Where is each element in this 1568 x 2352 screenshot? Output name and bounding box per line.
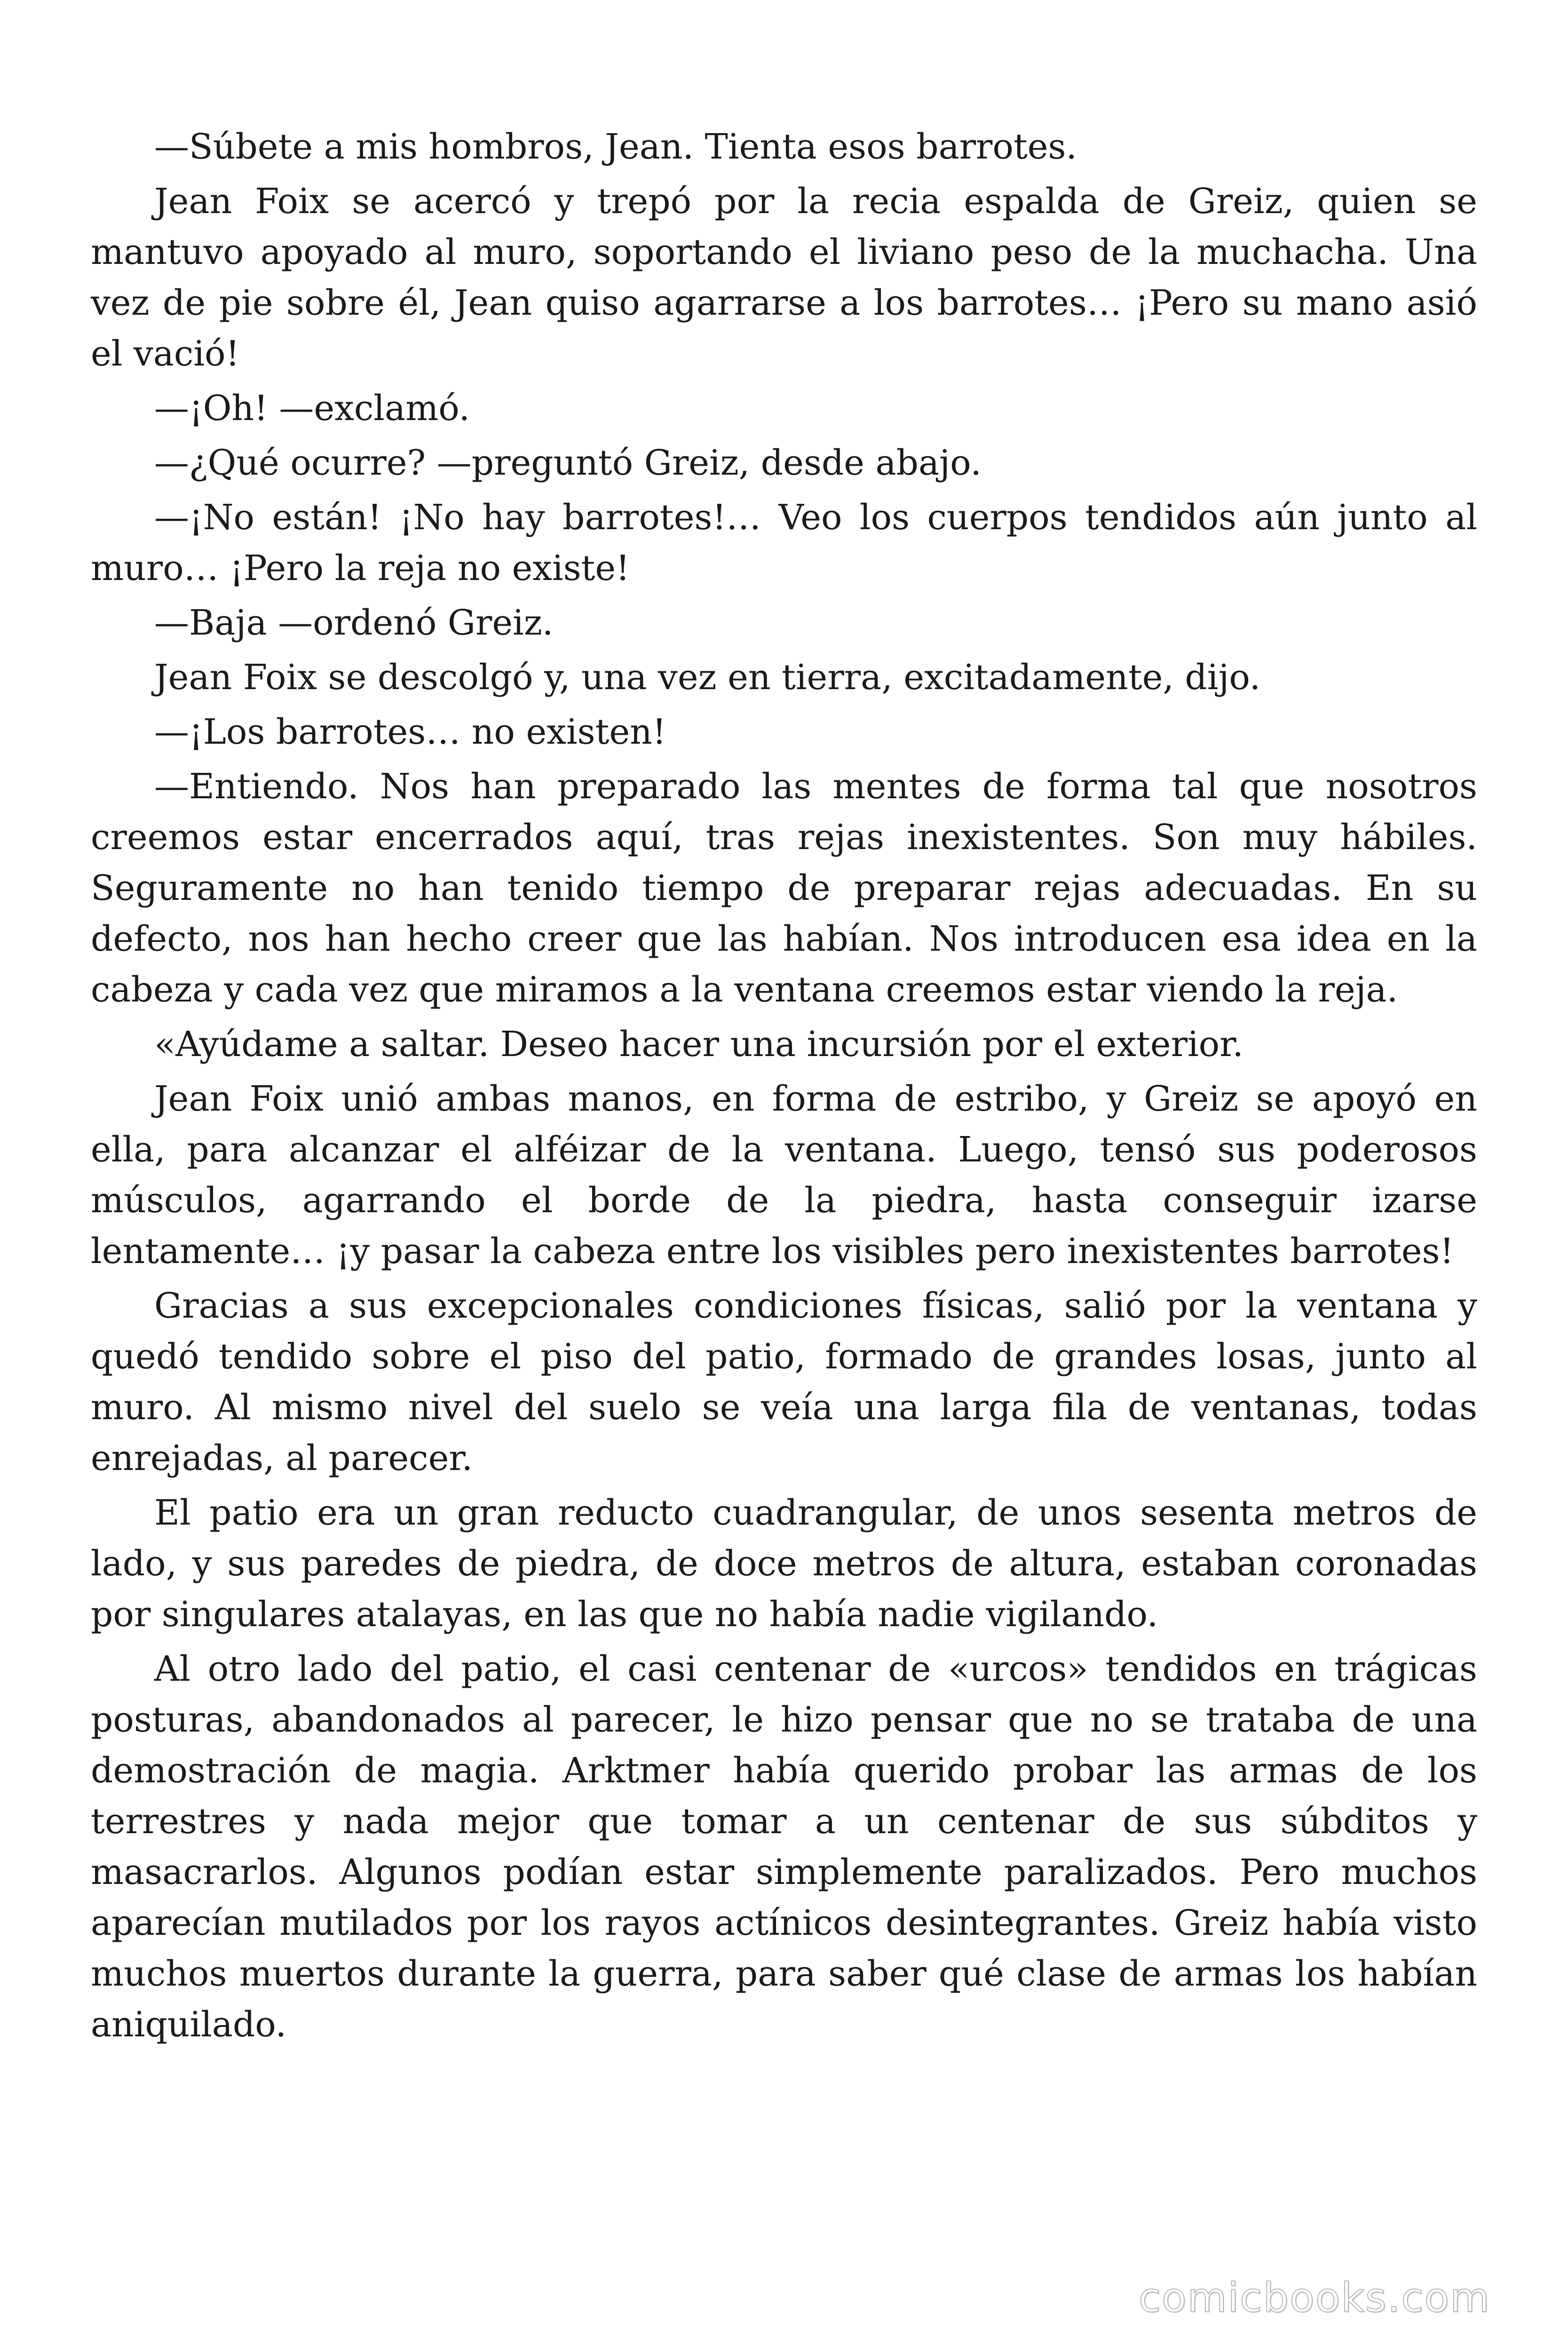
watermark: comicbooks.com xyxy=(1138,2274,1490,2321)
paragraph: Jean Foix se acercó y trepó por la recia espalda de Greiz, quien se mantuvo apoyado al muro, soportando el liviano peso de la muchacha. Una vez de pie sobre él, Jean quiso agarrarse a los barrotes… ¡Pero su mano asió el vació! xyxy=(91,181,1477,374)
paragraph: —Entiendo. Nos han preparado las mentes de forma tal que nosotros creemos estar encerrados aquí, tras rejas inexistentes. Son muy hábiles. Seguramente no han tenido tiempo de preparar rejas adecuadas. En su defecto, nos han hecho creer que las habían. Nos introducen esa idea en la cabeza y cada vez que miramos a la ventana creemos estar viendo la reja. xyxy=(91,766,1477,1010)
paragraph: Jean Foix se descolgó y, una vez en tierra, excitadamente, dijo. xyxy=(154,657,1261,698)
paragraph: «Ayúdame a saltar. Deseo hacer una incursión por el exterior. xyxy=(154,1024,1243,1065)
paragraph: —¡Oh! —exclamó. xyxy=(154,388,470,429)
paragraph: Gracias a sus excepcionales condiciones físicas, salió por la ventana y quedó tendido sobre el piso del patio, formado de grandes losas, junto al muro. Al mismo nivel del suelo se veía una larga fila de ventanas, todas enrejadas, al parecer. xyxy=(91,1286,1477,1478)
paragraph: —Súbete a mis hombros, Jean. Tienta esos barrotes. xyxy=(154,127,1077,167)
paragraph: —¡Los barrotes… no existen! xyxy=(154,712,666,752)
paragraph: Jean Foix unió ambas manos, en forma de estribo, y Greiz se apoyó en ella, para alcanzar el alféizar de la ventana. Luego, tensó sus poderosos músculos, agarrando el borde de la piedra, hasta conseguir izarse lentamente… ¡y pasar la cabeza entre los visibles pero inexistentes barrotes! xyxy=(91,1079,1477,1271)
paragraph: —Baja —ordenó Greiz. xyxy=(154,603,554,643)
paragraph: El patio era un gran reducto cuadrangular, de unos sesenta metros de lado, y sus paredes de piedra, de doce metros de altura, estaban coronadas por singulares atalayas, en las que no había nadie vigilando. xyxy=(91,1493,1477,1635)
body-text xyxy=(91,121,1477,2054)
paragraph: —¡No están! ¡No hay barrotes!… Veo los cuerpos tendidos aún junto al muro… ¡Pero la reja no existe! xyxy=(91,497,1477,588)
paragraph: —¿Qué ocurre? —preguntó Greiz, desde abajo. xyxy=(154,443,982,483)
paragraph: Al otro lado del patio, el casi centenar de «urcos» tendidos en trágicas posturas, abandonados al parecer, le hizo pensar que no se trataba de una demostración de magia. Arktmer había querido probar las armas de los terrestres y nada mejor que tomar a un centenar de sus súbditos y masacrarlos. Algunos podían estar simplemente paralizados. Pero muchos aparecían mutilados por los rayos actínicos desintegrantes. Greiz había visto muchos muertos durante la guerra, para saber qué clase de armas los habían aniquilado. xyxy=(91,1649,1477,2045)
